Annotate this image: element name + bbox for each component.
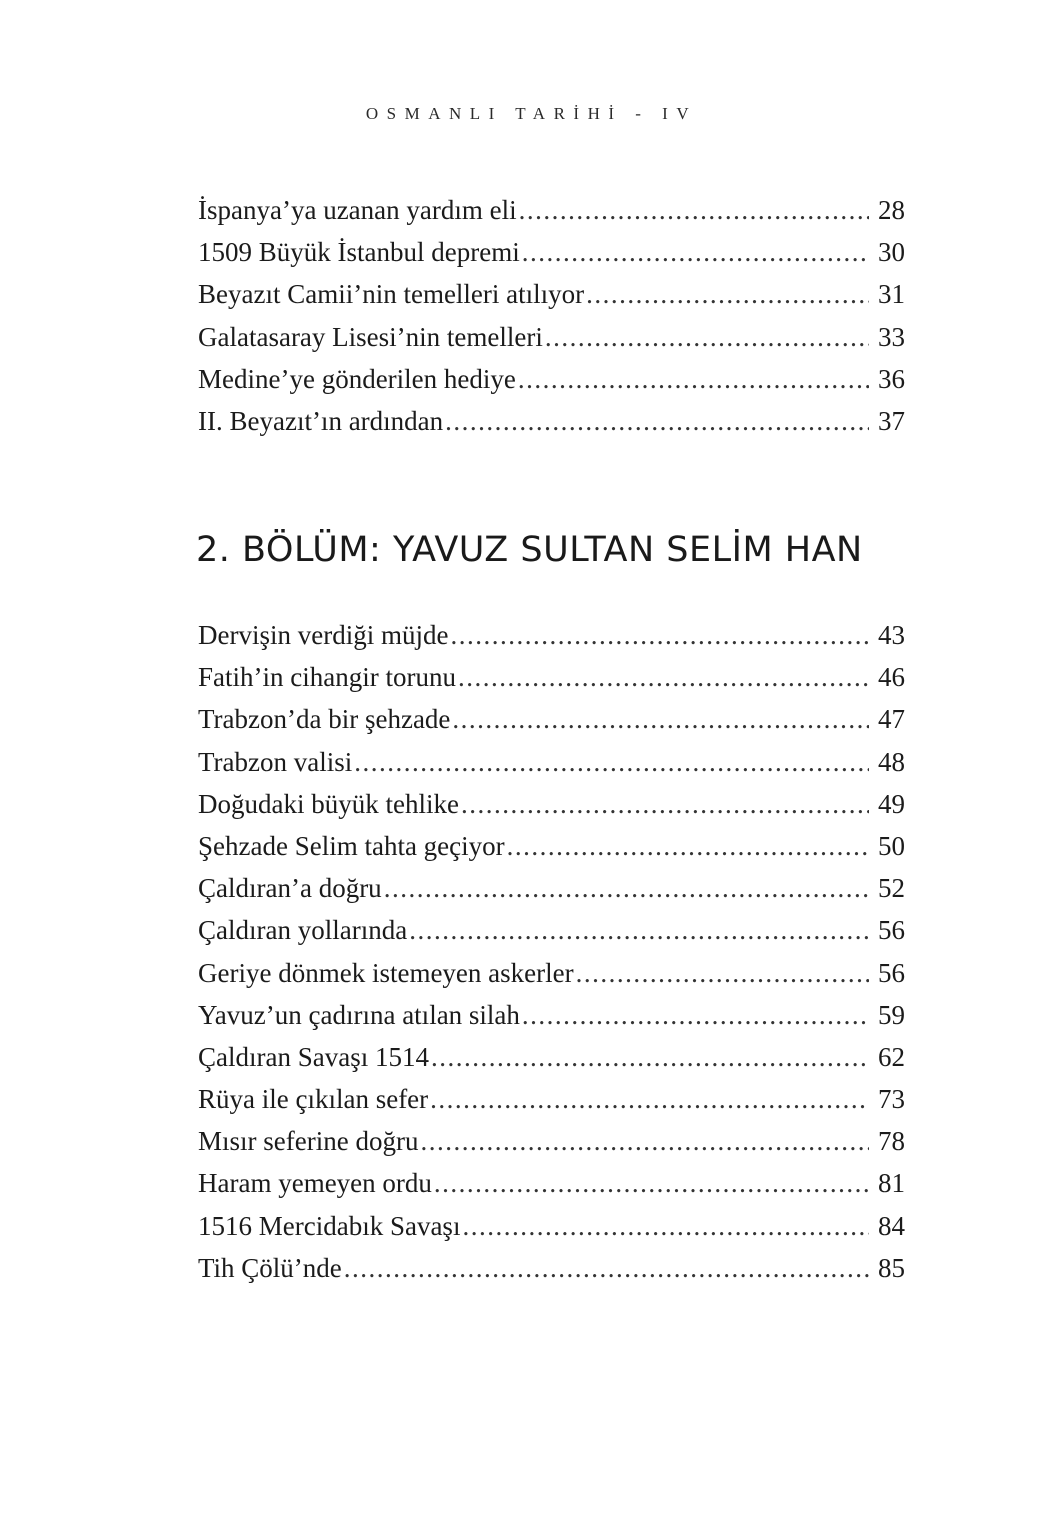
toc-entry-page: 33 — [878, 321, 905, 352]
toc-entry-page: 37 — [878, 405, 905, 436]
toc-entry — [198, 867, 905, 909]
chapter-heading: 2. BÖLÜM: YAVUZ SULTAN SELİM HAN — [196, 530, 863, 570]
dot-leader — [409, 909, 869, 951]
toc-entry — [198, 1120, 905, 1162]
toc-entry-title: Fatih’in cihangir torunu — [198, 662, 456, 693]
toc-entry-page: 30 — [878, 237, 905, 268]
toc-entry — [198, 400, 905, 442]
toc-entry-title: Dervişin verdiği müjde — [198, 620, 449, 650]
dot-leader — [458, 656, 869, 698]
toc-entry-title: Mısır seferine doğru — [198, 1126, 419, 1157]
dot-leader — [518, 358, 869, 400]
toc-entry-page: 81 — [878, 1168, 905, 1199]
toc-entry-title: Çaldıran yollarında — [198, 915, 408, 946]
toc-entry-title: Galatasaray Lisesi’nin temelleri — [198, 321, 543, 352]
toc-entry-title: Beyazıt Camii’nin temelleri atılıyor — [198, 279, 585, 310]
toc-entry-title: Geriye dönmek istemeyen askerler — [198, 957, 574, 988]
toc-entry-title: Medine’ye gönderilen hediye — [198, 363, 516, 394]
dot-leader — [461, 783, 869, 825]
toc-entry-title: 1516 Mercidabık Savaşı — [198, 1210, 461, 1241]
dot-leader — [545, 316, 869, 358]
toc-entry-page: 28 — [878, 195, 905, 225]
toc-entry-page: 78 — [878, 1126, 905, 1157]
toc-entry-page: 85 — [878, 1252, 905, 1283]
dot-leader — [384, 867, 869, 909]
toc-entry-page: 84 — [878, 1210, 905, 1241]
dot-leader — [434, 1162, 869, 1204]
dot-leader — [586, 273, 869, 315]
toc-entry-page: 48 — [878, 746, 905, 777]
toc-entry — [198, 994, 905, 1036]
dot-leader — [507, 825, 869, 867]
toc-entry-title: Şehzade Selim tahta geçiyor — [198, 830, 505, 861]
dot-leader — [522, 994, 869, 1036]
dot-leader — [420, 1120, 869, 1162]
toc-entry — [198, 952, 905, 994]
toc-entry-title: Yavuz’un çadırına atılan silah — [198, 999, 520, 1030]
toc-entry-title: Tih Çölü’nde — [198, 1252, 342, 1283]
toc-entry-page: 73 — [878, 1084, 905, 1115]
toc-entry-title: II. Beyazıt’ın ardından — [198, 405, 444, 436]
toc-entry-page: 50 — [878, 830, 905, 861]
dot-leader — [430, 1078, 869, 1120]
toc-entry-page: 56 — [878, 957, 905, 988]
dot-leader — [522, 231, 869, 273]
dot-leader — [452, 698, 869, 740]
dot-leader — [519, 189, 869, 231]
toc-entry-title: Çaldıran’a doğru — [198, 873, 382, 904]
toc-entry — [198, 1162, 905, 1204]
running-header: OSMANLI TARİHİ - IV — [365, 104, 698, 123]
dot-leader — [344, 1247, 869, 1289]
toc-entry — [198, 656, 905, 698]
dot-leader — [445, 400, 869, 442]
toc-entry-page: 49 — [878, 788, 905, 819]
toc-entry — [198, 316, 905, 358]
toc-entry-title: Haram yemeyen ordu — [198, 1168, 432, 1199]
toc-entry-title: İspanya’ya uzanan yardım eli — [198, 195, 517, 225]
toc-entry-page: 36 — [878, 363, 905, 394]
toc-entry — [198, 909, 905, 951]
toc-entry — [198, 358, 905, 400]
toc-entry-title: Trabzon’da bir şehzade — [198, 704, 451, 735]
toc-entry-page: 31 — [878, 279, 905, 310]
toc-entry-page: 46 — [878, 662, 905, 693]
dot-leader — [431, 1036, 869, 1078]
toc-entry — [198, 1205, 905, 1247]
toc-entry — [198, 1247, 905, 1289]
toc-entry-title: Rüya ile çıkılan sefer — [198, 1084, 429, 1115]
toc-entry — [198, 698, 905, 740]
toc-entry — [198, 614, 905, 656]
toc-entry-title: Trabzon valisi — [198, 746, 353, 777]
toc-entry — [198, 1036, 905, 1078]
toc-chapter-2 — [198, 614, 905, 1289]
toc-entry — [198, 273, 905, 315]
toc-entry-title: Çaldıran Savaşı 1514 — [198, 1041, 429, 1072]
toc-entry — [198, 231, 905, 273]
toc-entry — [198, 825, 905, 867]
dot-leader — [576, 952, 869, 994]
toc-entry-page: 43 — [878, 620, 905, 650]
toc-entry — [198, 189, 905, 231]
toc-entry — [198, 783, 905, 825]
toc-entry-page: 62 — [878, 1041, 905, 1072]
toc-entry-page: 59 — [878, 999, 905, 1030]
toc-entry-page: 56 — [878, 915, 905, 946]
toc-entry — [198, 741, 905, 783]
toc-entry — [198, 1078, 905, 1120]
toc-entry-title: 1509 Büyük İstanbul depremi — [198, 237, 520, 268]
toc-entry-page: 52 — [878, 873, 905, 904]
toc-section-1 — [198, 189, 905, 442]
dot-leader — [450, 614, 869, 656]
dot-leader — [462, 1205, 869, 1247]
dot-leader — [354, 741, 869, 783]
toc-entry-title: Doğudaki büyük tehlike — [198, 788, 459, 819]
toc-entry-page: 47 — [878, 704, 905, 735]
